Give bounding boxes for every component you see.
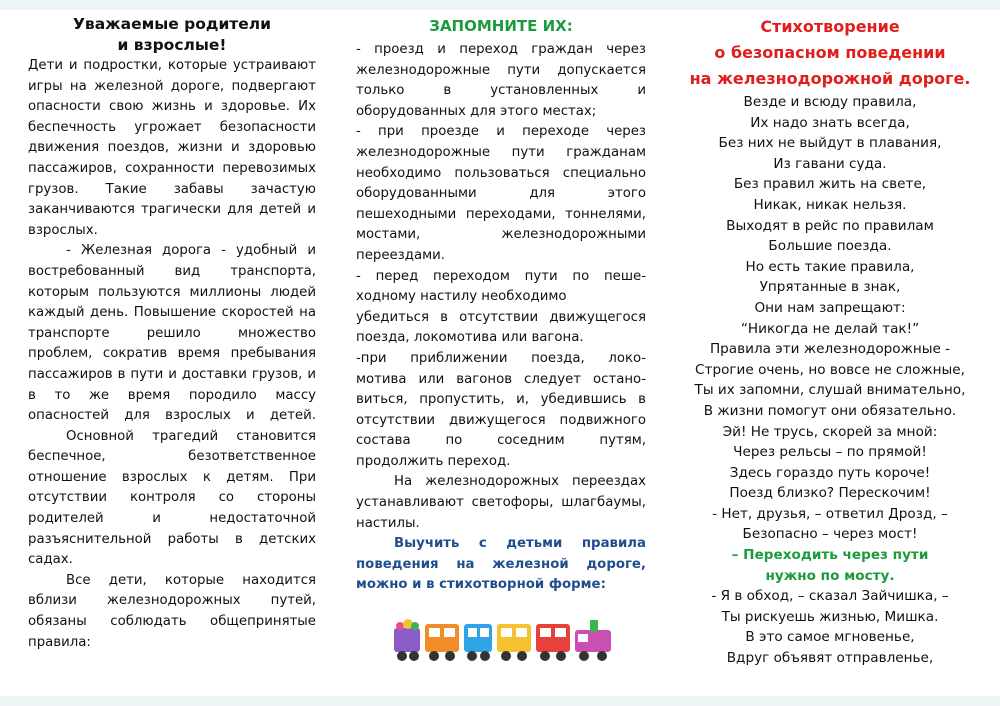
text-line: востребованный вид транспорта, [28,263,316,279]
text-line: железнодорожные пути допускается [356,62,646,78]
text-line: транспорте решило множество [28,325,316,341]
poem-line: Эй! Не трусь, скорей за мной: [722,423,938,440]
text-line: оборудованных для этого местах; [356,103,597,119]
text-line: пешеходными переходами, тоннелями, [356,206,646,222]
text-line: пассажиров в пути и доставки грузов, и [28,366,316,382]
text-line: только в установленных и [356,83,646,99]
rule-3 [356,267,646,349]
text-line: опасностей для взрослых и детей. [28,408,316,424]
text-line: родителей и недостаточной [28,511,316,527]
learn-with-children-note [356,534,646,596]
poem-line: Здесь гораздо путь короче! [729,464,931,481]
text-line: - проезд и переход граждан через [356,42,646,57]
text-line: поезда, локомотива или вагона. [356,330,584,346]
title-line: о безопасном поведении [714,43,946,62]
text-line: продолжить переход. [356,453,511,469]
text-line: ходному настилу необходимо [356,289,567,305]
toy-train-icon [392,614,614,664]
poem-line: Но есть такие правила, [745,258,915,275]
text-line: взрослых. [28,222,98,238]
text-line: Основной трагедий становится [66,428,316,444]
text-line: пассажиров, сохранности перевозимых [28,160,316,176]
poem-line: Строгие очень, но вовсе не сложные, [695,361,965,378]
text-line: мостами, железнодорожными [356,227,646,243]
rule-1 [356,40,646,122]
poem-line: В это самое мгновенье, [745,629,915,646]
rule-2 [356,122,646,266]
poem-line: Упрятанные в знак, [759,279,901,296]
poem-highlight [680,545,980,586]
poem-line: “Никогда не делай так!” [740,320,920,337]
text-line: железнодорожные пути гражданам [356,144,646,160]
poem-line: Поезд близко? Перескочим! [729,485,931,502]
text-line: - Железная дорога - удобный и [66,243,316,259]
text-line: проблем, сократив время пребывания [28,346,316,362]
column-rules [356,14,646,596]
text-line: необходимо пользоваться специально [356,165,646,181]
crossing-paragraph [356,472,646,534]
poem-line: Ты рискуешь жизнью, Мишка. [721,608,939,625]
poem-part-2 [680,586,980,668]
poem-line: нужно по мосту. [765,567,895,584]
title-line: Стихотворение [760,17,900,36]
poem-line: Они нам запрещают: [754,299,906,316]
paragraph-1 [28,56,316,241]
poem-line: - Нет, друзья, – ответил Дрозд, – [712,505,948,522]
title-line: на железнодорожной дороге. [689,69,971,88]
text-line: можно и в стихотворной форме: [356,577,606,593]
poem-line: В жизни помогут они обязательно. [703,402,957,419]
text-line: поведения на железной дороге, [356,556,646,572]
text-line: игры на железной дороге, подвергают [28,78,316,94]
rule-4 [356,349,646,473]
paragraph-3 [28,427,316,571]
text-line: опасности свою жизнь и здоровье. Их [28,99,316,115]
poem-line: Через рельсы – по прямой! [733,444,927,461]
text-line: - перед переходом пути по пеше- [356,268,646,284]
poem-line: Их надо знать всегда, [750,114,910,131]
text-line: в то же время породило массу [28,387,316,403]
bottom-border [0,696,1000,706]
text-line: настилы. [356,515,420,531]
text-line: оборудованными для этого [356,186,646,202]
text-line: отсутствии контроля со стороны [28,490,316,506]
text-line: Все дети, которые находится [66,572,316,588]
top-border [0,0,1000,10]
poem-line: Выходят в рейс по правилам [726,217,934,234]
text-line: отношение взрослых к детям. При [28,469,316,485]
poem-line: Без правил жить на свете, [733,176,927,193]
poem-line: Безопасно – через мост! [742,526,918,543]
text-line: беспечность угрожает безопасности [28,119,316,135]
text-line: движения поездов, жизни и здоровью [28,140,316,156]
text-line: мотива или вагонов следует остано- [356,371,646,387]
text-line: устанавливают светофоры, шлагбаумы, [356,495,646,511]
column-poem [680,14,980,669]
text-line: беспечное, безответственное [28,449,316,465]
poem-line: Вдруг объявят отправленье, [726,650,934,667]
text-line: грузов. Такие забавы зачастую [28,181,316,197]
paragraph-4 [28,571,316,653]
text-line: садах. [28,552,73,568]
text-line: убедиться в отсутствии движущегося [356,309,646,325]
text-line: заканчиваются трагически для детей и [28,202,316,218]
column-parents [28,14,316,653]
poem-line: Правила эти железнодорожные - [709,341,951,358]
text-line: отсутствии движущегося подвижного [356,412,646,428]
text-line: состава по соседним путям, [356,433,646,449]
poem-line: Везде и всюду правила, [743,94,917,110]
title-line: Уважаемые родители [72,15,272,33]
text-line: -при приближении поезда, локо- [356,350,646,366]
poem-line: – Переходить через пути [731,547,929,564]
text-line: каждый день. Повышение скоростей на [28,305,316,321]
poem-line: Из гавани суда. [773,155,887,172]
text-line: виться, пропустить, и, убедившись в [356,392,646,408]
text-line: Дети и подростки, которые устраивают [28,58,316,73]
title-line: и взрослые! [117,36,227,54]
paragraph-2 [28,241,316,426]
parents-title [28,14,316,56]
poem-title [680,14,980,92]
poem-line: - Я в обход, – сказал Зайчишка, – [711,588,949,605]
text-line: вблизи железнодорожных путей, [28,593,316,609]
text-line: - при проезде и переходе через [356,124,646,140]
rules-title: ЗАПОМНИТЕ ИХ: [429,17,573,35]
poem-part-1 [680,92,980,545]
poem-line: Никак, никак нельзя. [753,196,907,213]
poem-line: Большие поезда. [768,238,892,255]
text-line: разъяснительной работы в детских [28,531,316,547]
text-line: переездами. [356,247,445,263]
text-line: которым пользуются миллионы людей [28,284,316,300]
text-line: правила: [28,634,91,650]
poem-line: Ты их запомни, слушай внимательно, [694,382,966,399]
text-line: Выучить с детьми правила [394,536,646,552]
poem-line: Без них не выйдут в плавания, [718,135,942,152]
text-line: На железнодорожных переездах [394,474,646,490]
text-line: обязаны соблюдать общепринятые [28,614,316,630]
